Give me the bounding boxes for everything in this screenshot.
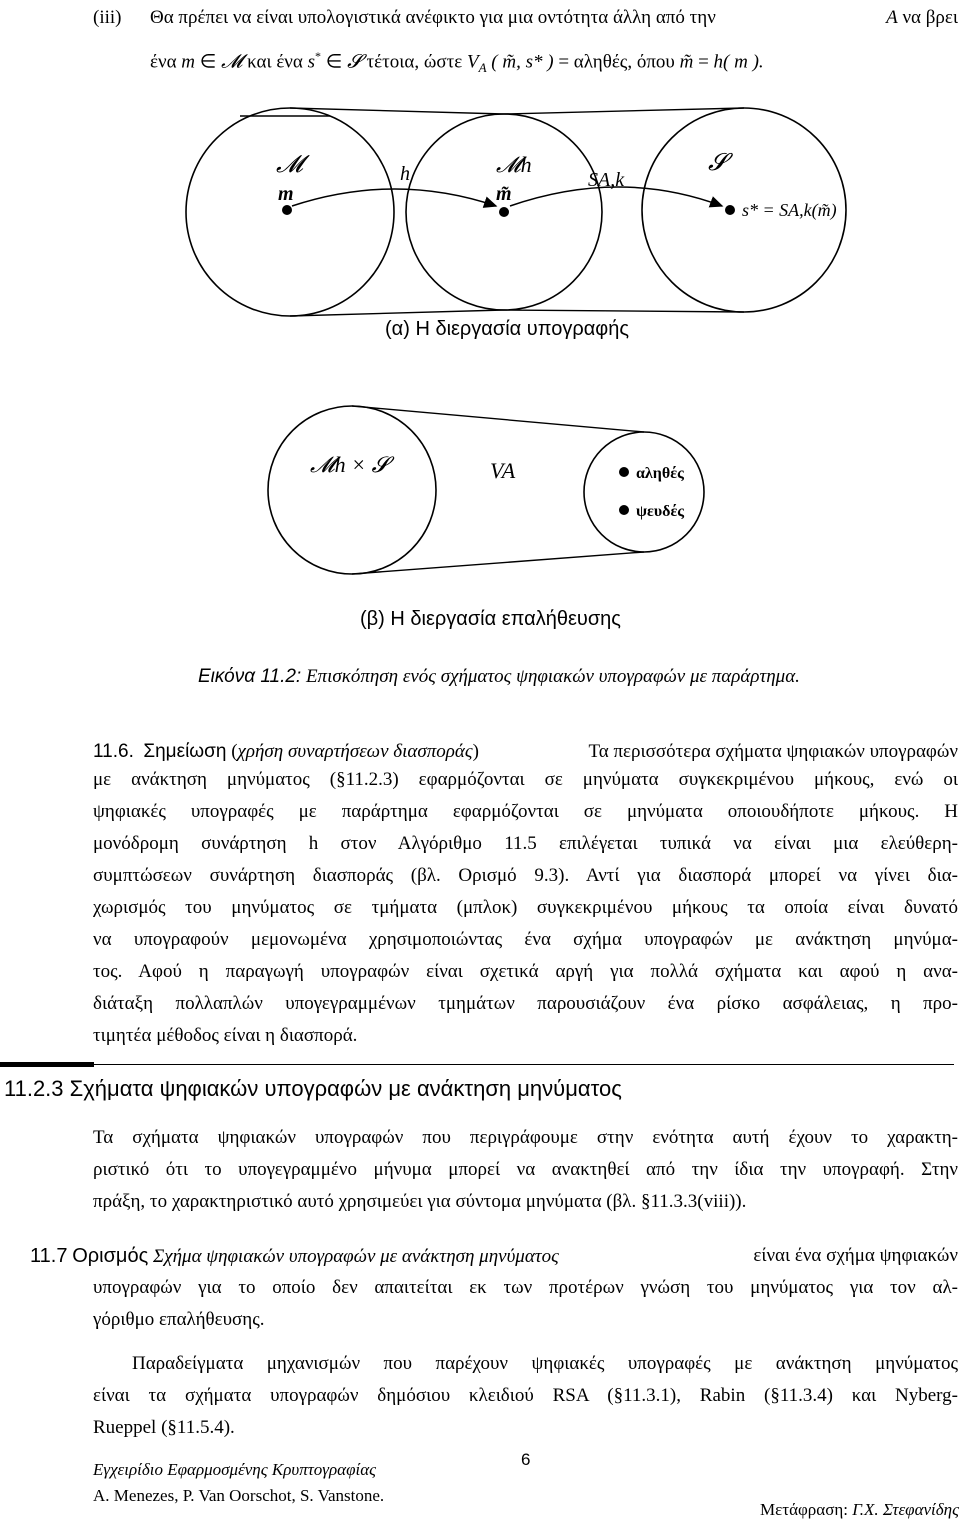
item-line-2-V: V (466, 51, 479, 73)
label-SAk: SA,k (588, 169, 625, 191)
item-line-2-c: τέτοια, ώστε (366, 51, 463, 73)
label-S: 𝓢 (708, 150, 727, 176)
figure-b (268, 406, 704, 574)
footer-authors: A. Menezes, P. Van Oorschot, S. Vanstone. (93, 1486, 385, 1505)
point-s-star (725, 205, 735, 215)
item-line-2-in: ∈ (199, 51, 217, 73)
section-rule-thick (0, 1062, 94, 1067)
item-line-2-args: ( m̃, s* ) (491, 51, 554, 73)
item-line-1-var: A (886, 7, 898, 28)
label-M: 𝓜 (276, 152, 303, 178)
item-line-2-S: 𝓢 (347, 51, 362, 73)
item-line-2-M: 𝓜 (221, 51, 243, 73)
figure-diagram (0, 0, 960, 700)
item-line-2-a: ένα (150, 51, 177, 73)
label-false: ψευδές (636, 503, 685, 520)
tangent-top-2 (504, 108, 744, 114)
label-h: h (400, 163, 410, 185)
note-line-9: διάταξη πολλαπλών υπογεγραμμένων τμημάτων παρουσιάζουν ένα ρίσκο ασφάλειας, η προ- (93, 993, 958, 1014)
note-line-4: μονόδρομη συνάρτηση h στον Αλγόριθμο 11.5 επιλέγεται τυπικά να είναι μια ελεύθερη- (93, 833, 958, 854)
note-line-1-rest: Τα περισσότερα σχήματα ψηφιακών υπογραφών (588, 741, 958, 762)
figure-caption-label: Εικόνα 11.2: (198, 666, 302, 687)
definition-italic: Σχήμα ψηφιακών υπογραφών με ανάκτηση μηνύματος (152, 1246, 559, 1267)
label-true: αληθές (636, 465, 684, 482)
section-line-2: ριστικό ότι το υπογεγραμμένο μήνυμα μπορεί να ανακτηθεί από την ίδια την υπογραφή. Στην (93, 1159, 958, 1180)
item-line-2-s: s (307, 51, 316, 73)
caption-a: (α) Η διεργασία υπογραφής (385, 318, 630, 340)
item-line-2-star: * (315, 49, 322, 63)
section-line-1: Τα σχήματα ψηφιακών υπογραφών που περιγράφουμε στην ενότητα αυτή έχουν το χαρακτη- (93, 1127, 958, 1148)
label-m-tilde: m̃ (496, 183, 512, 205)
footer-translator: Γ.Χ. Στεφανίδης (852, 1500, 959, 1519)
note-line-10: τιμητέα μέθοδος είναι η διασπορά. (93, 1025, 358, 1046)
footer-translation (760, 1500, 959, 1520)
item-line-2-d: όπου (636, 51, 675, 73)
section-rule-thin (94, 1064, 954, 1065)
label-Mh: 𝓜h (496, 152, 532, 177)
note-line-6: χωρισμός του μηνύματος σε τμήματα (μπλοκ) συγκεκριμένου μήκους τα οποία είναι δυνατό (93, 897, 958, 918)
label-m: m (278, 183, 294, 205)
item-line-2-mt: m̃ (679, 51, 694, 73)
figure-a (186, 108, 846, 316)
tangent-b-bottom (352, 552, 644, 574)
item-line-2-h: h (713, 51, 724, 73)
definition-line-2: υπογραφών για το οποίο δεν απαιτείται εκ των προτέρων γνώση του μηνύματος για τον αλ- (93, 1277, 958, 1298)
figure-caption-text: Επισκόπηση ενός σχήματος ψηφιακών υπογραφών με παράρτημα. (305, 666, 800, 687)
definition-title: Ορισμός (72, 1245, 149, 1267)
definition-line-3: γόριθμο επαλήθευσης. (93, 1309, 265, 1330)
item-line-2-eq: = αληθές, (558, 51, 633, 73)
note-line-3: ψηφιακές υπογραφές με παράρτημα εφαρμόζονται σε μηνύματα οποιουδήποτε μήκους. Η (93, 801, 958, 822)
set-result-circle (584, 432, 704, 552)
note-paren-open: ( (231, 741, 238, 762)
point-m (282, 205, 292, 215)
item-line-1-end: να βρει (902, 7, 958, 28)
note-line-2: με ανάκτηση μηνύματος (§11.2.3) εφαρμόζονται σε μηνύματα συγκεκριμένου μήκους, ενώ οι (93, 769, 958, 790)
point-false (619, 505, 629, 515)
point-true (619, 467, 629, 477)
footer-page-number: 6 (521, 1450, 531, 1469)
label-s-star: s* = SA,k(m̃) (742, 200, 837, 220)
item-line-2-hm: ( m ). (723, 51, 764, 73)
item-line-2-b: και ένα (247, 51, 303, 73)
footer-book: Εγχειρίδιο Εφαρμοσμένης Κρυπτογραφίας (93, 1460, 377, 1479)
note-paren-italic: χρήση συναρτήσεων διασποράς (237, 741, 473, 762)
note-line-8: τος. Αφού η παραγωγή υπογραφών είναι σχετικά αργή για πολλά σχήματα και αφού η ανα- (93, 961, 958, 982)
figure-caption (198, 666, 800, 688)
tangent-bottom-2 (504, 310, 744, 312)
item-line-2-eq2: = (698, 51, 709, 73)
set-MhxS-circle (268, 406, 436, 574)
section-heading: 11.2.3 Σχήματα ψηφιακών υπογραφών με ανάκτηση μηνύματος (4, 1076, 622, 1101)
examples-line-1: Παραδείγματα μηχανισμών που παρέχουν ψηφιακές υπογραφές με ανάκτηση μηνύματος (132, 1353, 958, 1374)
label-VA: VA (490, 458, 516, 483)
examples-line-2: είναι τα σχήματα υπογραφών δημόσιου κλειδιού RSA (§11.3.1), Rabin (§11.3.4) και Nyberg- (93, 1385, 958, 1406)
item-line-1-text: Θα πρέπει να είναι υπολογιστικά ανέφικτο για μια οντότητα άλλη από την (150, 7, 716, 28)
note-title: Σημείωση (143, 741, 227, 762)
item-line-2-m: m (181, 51, 196, 73)
note-number: 11.6. (93, 741, 134, 762)
caption-b: (β) Η διεργασία επαλήθευσης (360, 608, 621, 630)
item-line-2-A: A (478, 60, 487, 76)
item-label: (iii) (93, 7, 122, 28)
point-m-tilde (499, 207, 509, 217)
definition-number: 11.7 (30, 1245, 68, 1267)
label-MhxS: 𝓜h × 𝓢 (310, 452, 389, 477)
examples-line-3: Rueppel (§11.5.4). (93, 1417, 235, 1438)
note-line-1 (93, 738, 958, 766)
item-line-2-in2: ∈ (325, 51, 343, 73)
definition-line-1 (30, 1242, 958, 1271)
section-line-3: πράξη, το χαρακτηριστικό αυτό χρησιμεύει για σύντομα μηνύματα (βλ. §11.3.3(viii)). (93, 1191, 747, 1212)
note-line-7: να υπογραφούν μεμονωμένα χρησιμοποιώντας ένα σχήμα υπογραφών με ανάκτηση μηνύμα- (93, 929, 958, 950)
footer-translation-label: Μετάφραση: (760, 1500, 848, 1519)
note-paren-close: ) (472, 741, 479, 762)
note-line-5: συμπτώσεων συνάρτηση διασποράς (βλ. Ορισμό 9.3). Αντί για διασπορά μπορεί να γίνει δια- (93, 865, 958, 886)
definition-line-1-rest: είναι ένα σχήμα ψηφιακών (753, 1245, 958, 1266)
